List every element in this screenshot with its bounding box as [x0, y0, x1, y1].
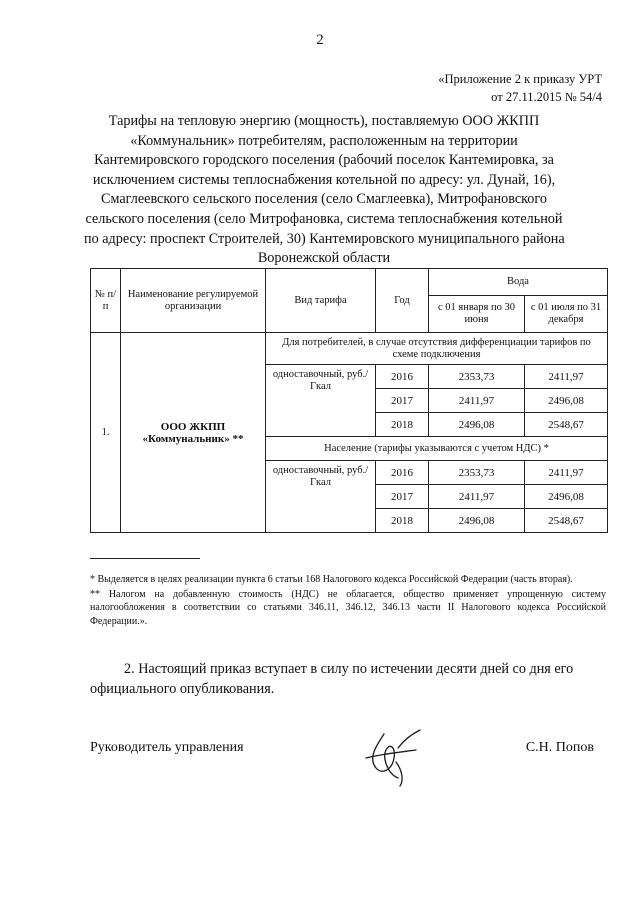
title-line: сельского поселения (село Митрофановка, система теплоснабжения котельной [85, 210, 563, 227]
value-period-1: 2496,08 [429, 413, 525, 437]
tariff-type-cell: одноставочный, руб./Гкал [266, 365, 376, 437]
header-water: Вода [429, 269, 608, 296]
header-organization: Наименование регулируемой организации [121, 269, 266, 333]
year-cell: 2017 [376, 485, 429, 509]
footnote-2: ** Налогом на добавленную стоимость (НДС) не облагается, общество применяет упрощенную систему налогообложения в соответствии со статьями 346.11, 346.12, 346.13 части II Налогового кодекса Российской Федерации.». [90, 589, 606, 627]
annex-reference [438, 70, 602, 106]
signer-title: Руководитель управления [90, 740, 244, 755]
year-cell: 2016 [376, 365, 429, 389]
value-period-2: 2548,67 [525, 413, 608, 437]
section-heading: Для потребителей, в случае отсутствия дифференциации тарифов по схеме подключения [266, 333, 608, 365]
organization-name: ООО ЖКПП «Коммунальник» ** [121, 333, 266, 533]
year-cell: 2017 [376, 389, 429, 413]
footnote-separator [90, 558, 200, 559]
header-period-2: с 01 июля по 31 декабря [525, 296, 608, 333]
section-heading: Население (тарифы указываются с учетом НДС) * [266, 437, 608, 461]
tariff-type-cell: одноставочный, руб./Гкал [266, 461, 376, 533]
annex-line-1: «Приложение 2 к приказу УРТ [438, 72, 602, 86]
title-line: «Коммунальник» потребителям, расположенным на территории [130, 132, 518, 149]
title-line: Воронежской области [257, 250, 391, 267]
annex-line-2: от 27.11.2015 № 54/4 [491, 90, 602, 104]
value-period-2: 2496,08 [525, 389, 608, 413]
year-cell: 2018 [376, 413, 429, 437]
header-tariff-type: Вид тарифа [266, 269, 376, 333]
value-period-1: 2353,73 [429, 461, 525, 485]
value-period-2: 2548,67 [525, 509, 608, 533]
section-heading-row [91, 333, 608, 365]
handwritten-signature-icon [346, 728, 436, 788]
value-period-2: 2411,97 [525, 365, 608, 389]
title-line: Тарифы на тепловую энергию (мощность), поставляемую ООО ЖКПП [108, 113, 540, 129]
header-year: Год [376, 269, 429, 333]
footnotes [90, 573, 606, 630]
value-period-1: 2411,97 [429, 389, 525, 413]
page-number: 2 [316, 32, 324, 48]
footnote-1: * Выделяется в целях реализации пункта 6 статьи 168 Налогового кодекса Российской Федерации (часть вторая). [90, 574, 573, 585]
value-period-1: 2496,08 [429, 509, 525, 533]
value-period-1: 2353,73 [429, 365, 525, 389]
value-period-1: 2411,97 [429, 485, 525, 509]
tariff-table [90, 268, 608, 533]
header-num: № п/п [91, 269, 121, 333]
signer-name: С.Н. Попов [525, 740, 594, 755]
header-period-1: с 01 января по 30 июня [429, 296, 525, 333]
year-cell: 2016 [376, 461, 429, 485]
title-line: исключением системы теплоснабжения котельной по адресу: ул. Дунай, 16), [92, 171, 556, 188]
title-line: по адресу: проспект Строителей, 30) Кантемировского муниципального района [84, 230, 565, 247]
document-title [84, 112, 564, 269]
value-period-2: 2496,08 [525, 485, 608, 509]
year-cell: 2018 [376, 509, 429, 533]
signature-block [90, 740, 606, 810]
value-period-2: 2411,97 [525, 461, 608, 485]
title-line: Кантемировского городского поселения (рабочий поселок Кантемировка, за [94, 152, 554, 169]
title-line: Смаглеевского сельского поселения (село Смаглеевка), Митрофановского [101, 191, 547, 208]
clause-2: 2. Настоящий приказ вступает в силу по истечении десяти дней со дня его официального опубликования. [90, 661, 574, 697]
row-number: 1. [91, 333, 121, 533]
